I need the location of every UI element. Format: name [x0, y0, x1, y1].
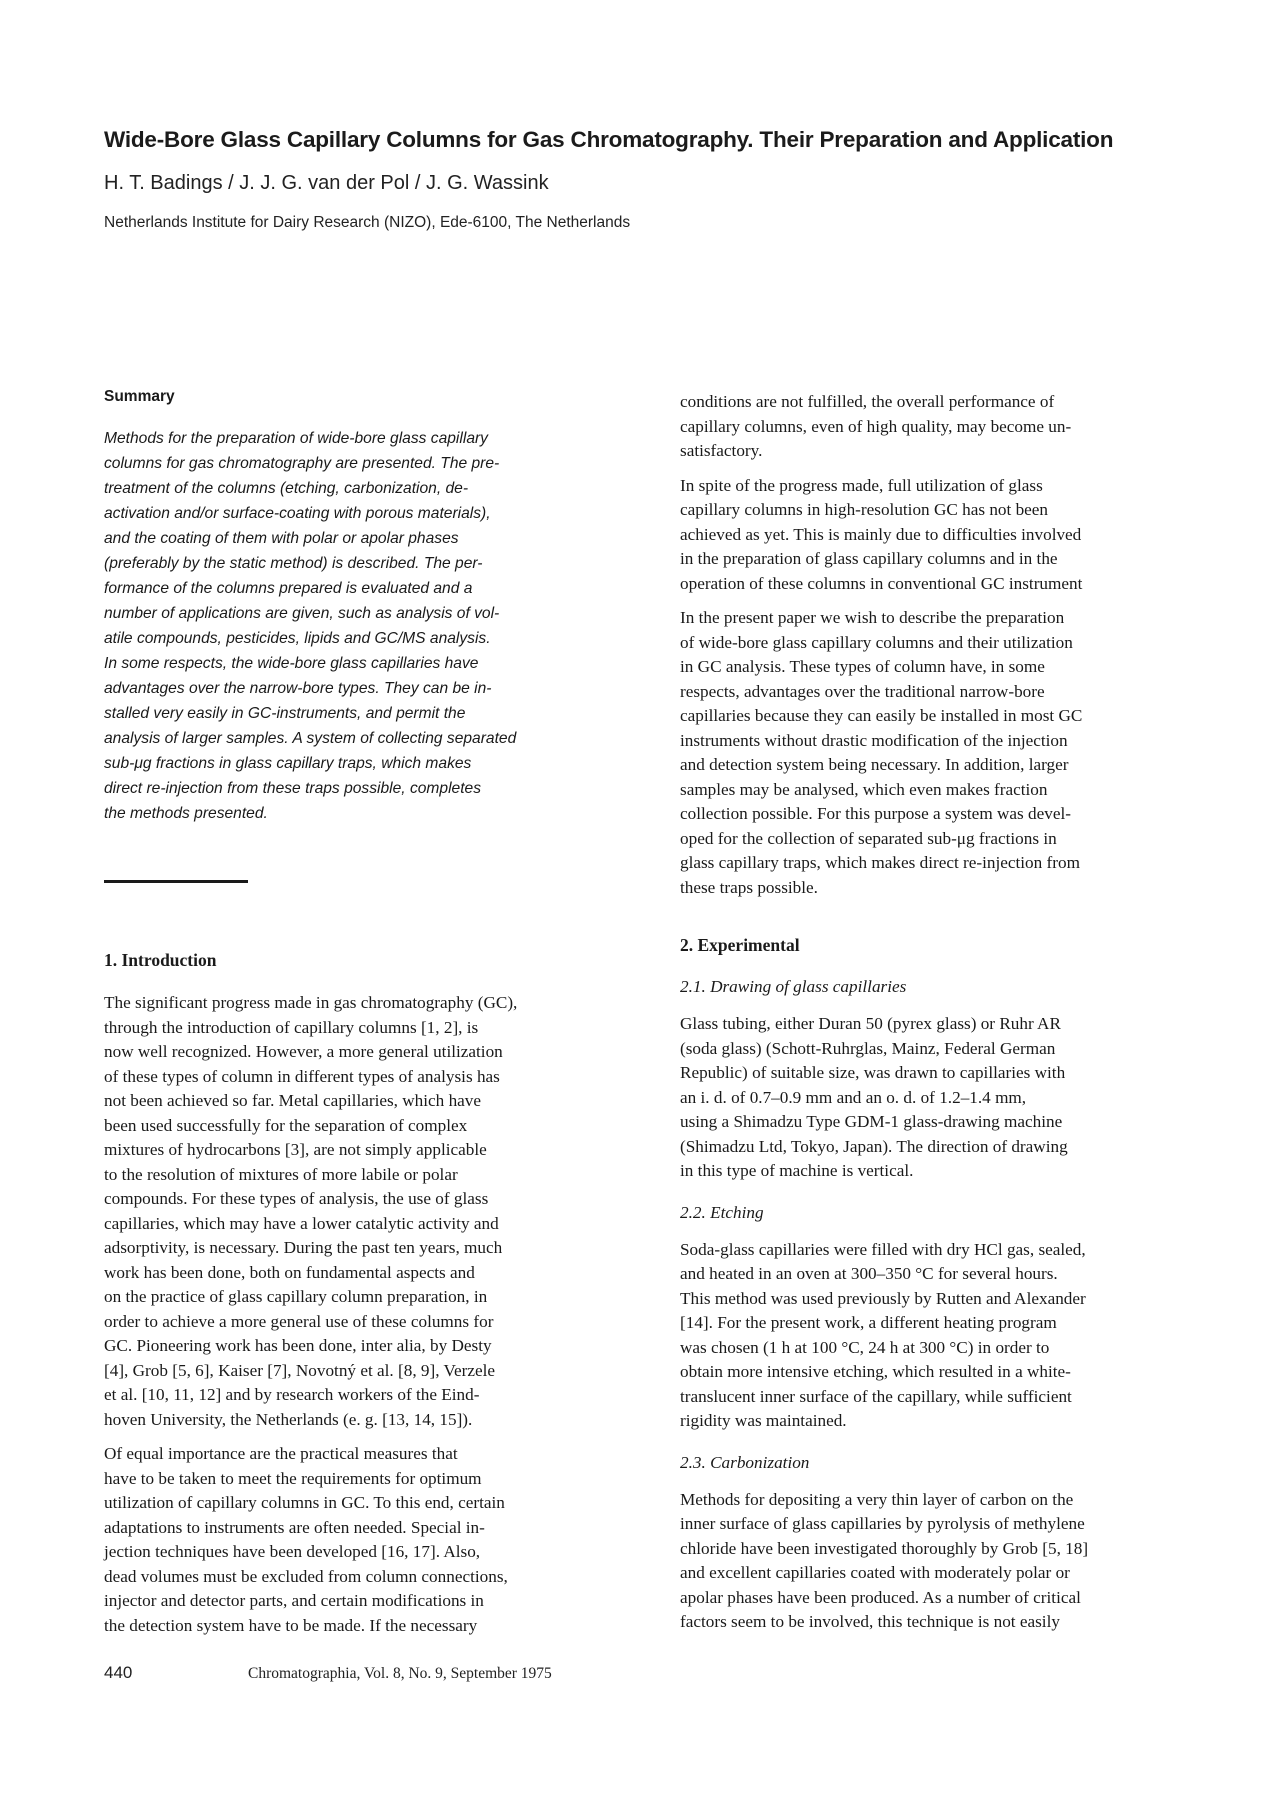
summary-heading: Summary — [104, 388, 175, 405]
text-line: chloride have been investigated thoroughly by Grob [5, 18] — [680, 1538, 1089, 1558]
text-line: order to achieve a more general use of these columns for — [104, 1311, 494, 1331]
text-line: In the present paper we wish to describe the preparation — [680, 608, 1065, 627]
text-line: and detection system being necessary. In addition, larger — [680, 755, 1069, 774]
text-line: analysis of larger samples. A system of collecting separated — [104, 730, 517, 747]
text-line: and the coating of them with polar or apolar phases — [104, 530, 459, 547]
introduction-heading: 1. Introduction — [104, 950, 217, 970]
text-line: satisfactory. — [680, 441, 763, 460]
text-line: adsorptivity, is necessary. During the past ten years, much — [104, 1238, 503, 1257]
paper-title: Wide-Bore Glass Capillary Columns for Gas Chromatography. Their Preparation and Application — [104, 127, 1114, 152]
text-line: jection techniques have been developed [16, 17]. Also, — [104, 1542, 481, 1561]
text-line: injector and detector parts, and certain modifications in — [104, 1591, 484, 1610]
introduction-paragraph-2 — [104, 1442, 614, 1638]
text-line: now well recognized. However, a more general utilization — [104, 1042, 503, 1061]
text-line: utilization of capillary columns in GC. To this end, certain — [104, 1493, 505, 1512]
section-2-3-heading: 2.3. Carbonization — [680, 1452, 810, 1472]
journal-citation: Chromatographia, Vol. 8, No. 9, September 1975 — [248, 1665, 552, 1682]
text-line: of these types of column in different types of analysis has — [104, 1066, 500, 1086]
text-line: obtain more intensive etching, which resulted in a white- — [680, 1362, 1071, 1381]
text-line: et al. [10, 11, 12] and by research workers of the Eind- — [104, 1385, 480, 1404]
text-line: and heated in an oven at 300–350 °C for several hours. — [680, 1264, 1058, 1283]
text-line: Glass tubing, either Duran 50 (pyrex glass) or Ruhr AR — [680, 1014, 1061, 1033]
text-line: [4], Grob [5, 6], Kaiser [7], Novotný et al. [8, 9], Verzele — [104, 1360, 496, 1380]
right-column — [680, 388, 1178, 1645]
section-2-2-text — [680, 1238, 1178, 1434]
text-line: Republic) of suitable size, was drawn to capillaries with — [680, 1063, 1066, 1082]
text-line: In some respects, the wide-bore glass capillaries have — [104, 655, 479, 672]
right-paragraph-2 — [680, 474, 1178, 597]
text-line: (Shimadzu Ltd, Tokyo, Japan). The direction of drawing — [680, 1136, 1068, 1156]
text-line: oped for the collection of separated sub-μg fractions in — [680, 828, 1057, 848]
summary-text — [104, 426, 614, 826]
text-line: columns for gas chromatography are presented. The pre- — [104, 455, 500, 472]
text-line: work has been done, both on fundamental aspects and — [104, 1262, 475, 1282]
section-2-1-heading: 2.1. Drawing of glass capillaries — [680, 977, 907, 996]
text-line: capillary columns, even of high quality, may become un- — [680, 416, 1072, 436]
text-line: [14]. For the present work, a different heating program — [680, 1313, 1057, 1332]
text-line: operation of these columns in conventional GC instrument — [680, 573, 1083, 593]
text-line: inner surface of glass capillaries by pyrolysis of methylene — [680, 1514, 1085, 1533]
text-line: have to be taken to meet the requirements for optimum — [104, 1468, 482, 1488]
text-line: The significant progress made in gas chromatography (GC), — [104, 993, 518, 1012]
text-line: GC. Pioneering work has been done, inter alia, by Desty — [104, 1336, 492, 1355]
paper-authors: H. T. Badings / J. J. G. van der Pol / J. G. Wassink — [104, 172, 549, 194]
text-line: capillaries because they can easily be installed in most GC — [680, 706, 1083, 725]
text-line: the methods presented. — [104, 805, 268, 822]
text-line: formance of the columns prepared is evaluated and a — [104, 580, 473, 597]
text-line: In spite of the progress made, full utilization of glass — [680, 475, 1043, 495]
text-line: activation and/or surface-coating with porous materials), — [104, 505, 491, 522]
text-line: Methods for depositing a very thin layer of carbon on the — [680, 1489, 1074, 1509]
text-line: these traps possible. — [680, 877, 818, 897]
section-2-1-text — [680, 1012, 1178, 1184]
text-line: atile compounds, pesticides, lipids and GC/MS analysis. — [104, 630, 491, 647]
text-line: capillaries, which may have a lower catalytic activity and — [104, 1213, 499, 1233]
text-line: not been achieved so far. Metal capillaries, which have — [104, 1091, 482, 1110]
text-line: been used successfully for the separation of complex — [104, 1115, 468, 1135]
text-line: and excellent capillaries coated with moderately polar or — [680, 1563, 1070, 1582]
text-line: collection possible. For this purpose a system was devel- — [680, 804, 1071, 823]
text-line: the detection system have to be made. If the necessary — [104, 1615, 478, 1635]
text-line: samples may be analysed, which even makes fraction — [680, 779, 1048, 799]
text-line: direct re-injection from these traps possible, completes — [104, 780, 482, 797]
text-line: Methods for the preparation of wide-bore glass capillary — [104, 430, 488, 447]
text-line: (soda glass) (Schott-Ruhrglas, Mainz, Federal German — [680, 1038, 1056, 1058]
text-line: factors seem to be involved, this technique is not easily — [680, 1612, 1060, 1631]
text-line: translucent inner surface of the capillary, while sufficient — [680, 1386, 1072, 1406]
text-line: conditions are not fulfilled, the overall performance of — [680, 392, 1055, 411]
text-line: achieved as yet. This is mainly due to difficulties involved — [680, 524, 1082, 544]
text-line: in GC analysis. These types of column have, in some — [680, 657, 1045, 676]
text-line: in the preparation of glass capillary columns and in the — [680, 549, 1058, 568]
text-line: compounds. For these types of analysis, the use of glass — [104, 1189, 489, 1208]
text-line: through the introduction of capillary columns [1, 2], is — [104, 1017, 479, 1037]
experimental-heading: 2. Experimental — [680, 935, 800, 955]
text-line: instruments without drastic modification of the injection — [680, 730, 1068, 750]
text-line: number of applications are given, such as analysis of vol- — [104, 605, 500, 622]
introduction-paragraph-1 — [104, 991, 614, 1432]
text-line: was chosen (1 h at 100 °C, 24 h at 300 °C) in order to — [680, 1337, 1050, 1357]
text-line: respects, advantages over the traditional narrow-bore — [680, 681, 1045, 701]
text-line: This method was used previously by Rutten and Alexander — [680, 1288, 1086, 1308]
page-number: 440 — [104, 1663, 133, 1682]
text-line: in this type of machine is vertical. — [680, 1161, 914, 1180]
text-line: capillary columns in high-resolution GC has not been — [680, 500, 1049, 519]
text-line: to the resolution of mixtures of more labile or polar — [104, 1164, 458, 1184]
text-line: an i. d. of 0.7–0.9 mm and an o. d. of 1.2–1.4 mm, — [680, 1087, 1027, 1107]
text-line: mixtures of hydrocarbons [3], are not simply applicable — [104, 1140, 487, 1159]
paper-affiliation: Netherlands Institute for Dairy Research (NIZO), Ede-6100, The Netherlands — [104, 214, 631, 231]
text-line: (preferably by the static method) is described. The per- — [104, 555, 483, 572]
text-line: Of equal importance are the practical measures that — [104, 1444, 458, 1463]
text-line: hoven University, the Netherlands (e. g. [13, 14, 15]). — [104, 1409, 473, 1429]
right-paragraph-3 — [680, 606, 1178, 900]
text-line: rigidity was maintained. — [680, 1411, 847, 1430]
text-line: Soda-glass capillaries were filled with dry HCl gas, sealed, — [680, 1239, 1086, 1259]
text-line: glass capillary traps, which makes direct re-injection from — [680, 853, 1080, 872]
text-line: dead volumes must be excluded from column connections, — [104, 1566, 508, 1586]
text-line: on the practice of glass capillary column preparation, in — [104, 1287, 488, 1306]
section-2-2-heading: 2.2. Etching — [680, 1202, 764, 1222]
text-line: apolar phases have been produced. As a number of critical — [680, 1587, 1081, 1607]
text-line: stalled very easily in GC-instruments, and permit the — [104, 705, 466, 722]
text-line: sub-μg fractions in glass capillary traps, which makes — [104, 755, 472, 772]
text-line: advantages over the narrow-bore types. They can be in- — [104, 680, 492, 697]
text-line: treatment of the columns (etching, carbonization, de- — [104, 480, 469, 497]
text-line: adaptations to instruments are often needed. Special in- — [104, 1517, 485, 1537]
left-column — [104, 388, 614, 1648]
text-line: using a Shimadzu Type GDM-1 glass-drawing machine — [680, 1112, 1063, 1131]
section-2-3-text — [680, 1488, 1178, 1635]
text-line: of wide-bore glass capillary columns and their utilization — [680, 632, 1073, 652]
right-paragraph-1 — [680, 390, 1178, 464]
